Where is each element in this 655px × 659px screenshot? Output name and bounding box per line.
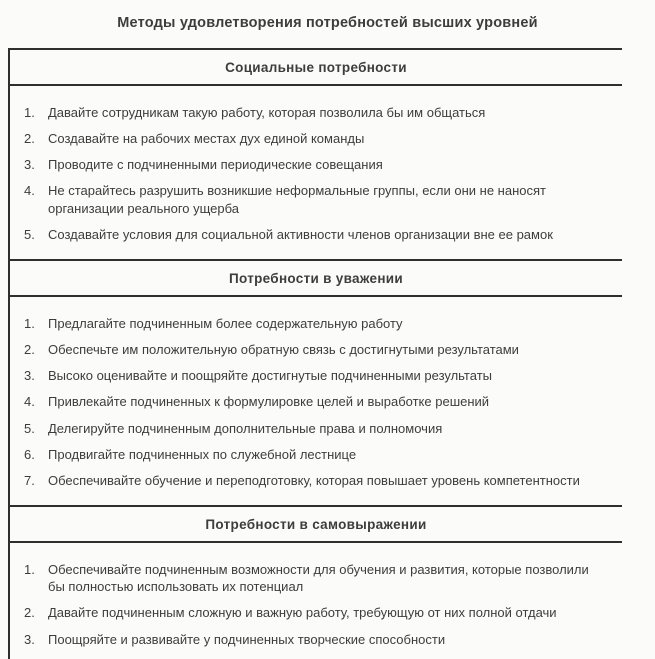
item-number: 1.: [24, 315, 35, 331]
list-item: [24, 156, 604, 173]
item-text: Поощряйте и развивайте у подчиненных творческие способности: [48, 631, 446, 647]
item-number: 1.: [24, 562, 35, 578]
item-text: Обеспечьте им положительную обратную связь с достигнутыми результатами: [48, 342, 519, 358]
item-number: 2.: [24, 131, 35, 147]
item-text: Создавайте условия для социальной активности членов организации вне ее рамок: [48, 226, 553, 242]
item-text: Обеспечивайте подчиненным возможности для обучения и развития, которые позволили бы полностью использовать их потенциал: [48, 562, 589, 595]
item-number: 6.: [24, 446, 35, 462]
item-number: 5.: [24, 420, 35, 436]
section-header: Социальные потребности: [10, 48, 622, 86]
item-number: 7.: [24, 472, 35, 488]
list-item: [24, 604, 604, 621]
item-text: Обеспечивайте обучение и переподготовку, которая повышает уровень компетентности: [48, 472, 580, 488]
list-item: [24, 393, 604, 410]
item-text: Привлекайте подчиненных к формулировке целей и выработке решений: [48, 394, 490, 410]
item-number: 2.: [24, 605, 35, 621]
item-number: 1.: [24, 105, 35, 120]
item-text: Делегируйте подчиненным дополнительные права и полномочия: [48, 420, 443, 436]
list-item: [24, 367, 604, 384]
item-text: Высоко оценивайте и поощряйте достигнутые подчиненными результаты: [48, 368, 492, 384]
list-item: [24, 182, 604, 216]
item-text: Предлагайте подчиненным более содержательную работу: [48, 315, 403, 331]
page-title: Методы удовлетворения потребностей высших уровней: [117, 15, 538, 31]
item-number: 3.: [24, 368, 35, 384]
item-text: Продвигайте подчиненных по служебной лестнице: [48, 446, 357, 462]
section-items: [10, 297, 622, 505]
item-number: 3.: [24, 157, 35, 173]
item-text: Проводите с подчиненными периодические совещания: [48, 157, 383, 173]
item-number: 2.: [24, 342, 35, 358]
item-text: Не старайтесь разрушить возникшие неформальные группы, если они не наносят организации реального ущерба: [48, 183, 546, 216]
item-text: Давайте сотрудникам такую работу, которая позволила бы им общаться: [48, 105, 486, 120]
list-item: [24, 420, 604, 437]
item-number: 4.: [24, 183, 35, 199]
item-number: 4.: [24, 394, 35, 410]
section-items: [10, 543, 622, 659]
list-item: [24, 315, 604, 332]
item-text: Создавайте на рабочих местах дух единой команды: [48, 131, 365, 147]
item-text: Давайте подчиненным сложную и важную работу, требующую от них полной отдачи: [48, 605, 557, 621]
section-header: Потребности в самовыражении: [10, 505, 622, 543]
list-item: [24, 631, 604, 648]
list-item: [24, 341, 604, 358]
list-item: [24, 446, 604, 463]
list-item: [24, 472, 604, 489]
list-item: [24, 130, 604, 147]
list-item: [24, 104, 604, 121]
item-number: 5.: [24, 226, 35, 242]
list-item: [24, 561, 604, 595]
item-number: 3.: [24, 631, 35, 647]
methods-table: [8, 48, 622, 659]
list-item: [24, 226, 604, 243]
section-items: [10, 86, 622, 259]
section-header: Потребности в уважении: [10, 259, 622, 297]
